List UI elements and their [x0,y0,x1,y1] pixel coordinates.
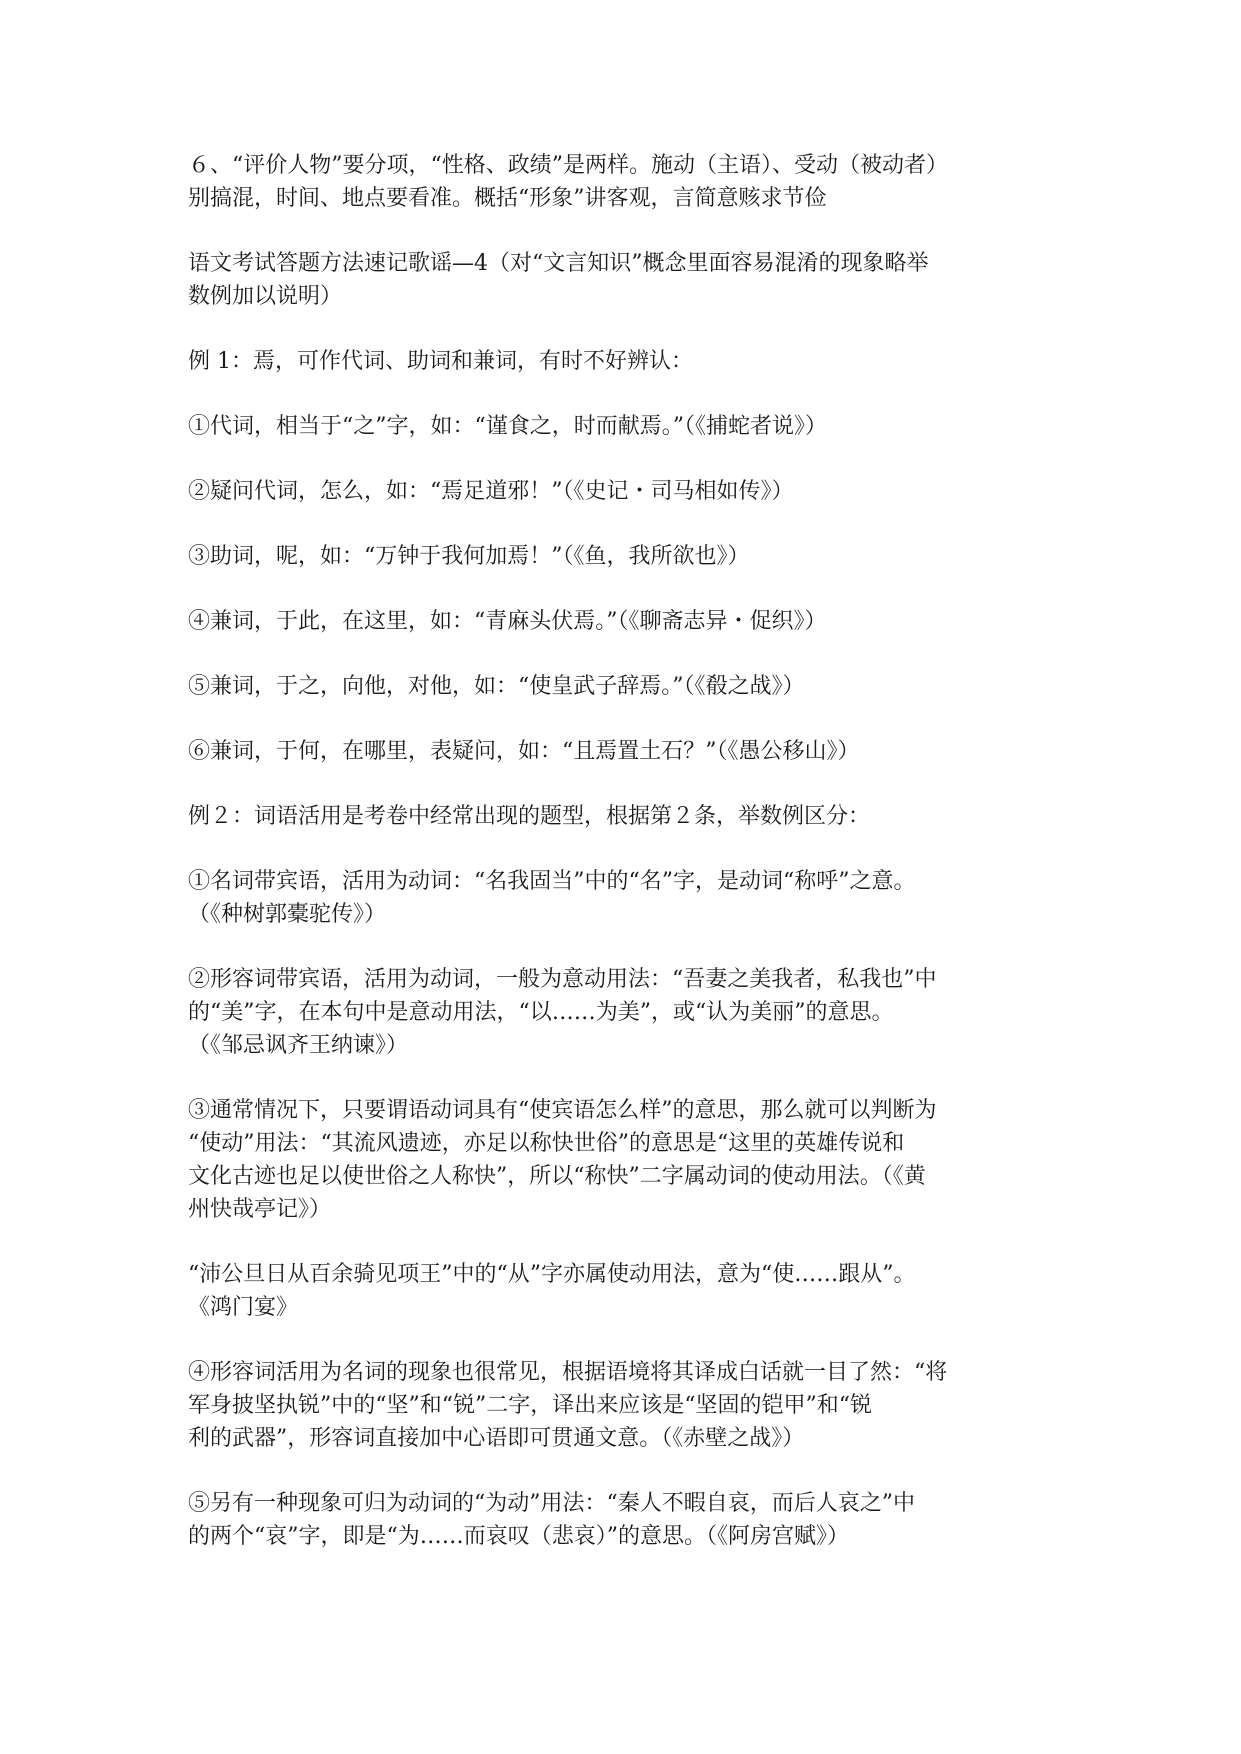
paragraph-13 [188,1094,1088,1226]
text-line: ①代词，相当于“之”字，如：“谨食之，时而献焉。”（《捕蛇者说》） [188,414,827,439]
text-line: ④兼词，于此，在这里，如：“青麻头伏焉。”（《聊斋志异・促织》） [188,609,827,634]
paragraph-14 [188,1258,1088,1324]
paragraph-4 [188,410,1088,443]
paragraph-10 [188,800,1088,833]
paragraph-12 [188,963,1088,1062]
text-line: 利的武器”，形容词直接加中心语即可贯通文意。（《赤壁之战》） [188,1426,805,1451]
text-line: ６、“评价人物”要分项，“性格、政绩”是两样。施动（主语）、受动（被动者） [188,153,948,178]
text-line: 语文考试答题方法速记歌谣—4（对“文言知识”概念里面容易混淆的现象略举 [188,251,929,276]
text-line: ③通常情况下，只要谓语动词具有“使宾语怎么样”的意思，那么就可以判断为 [188,1098,937,1123]
paragraph-8 [188,670,1088,703]
paragraph-5 [188,475,1088,508]
text-line: 的“美”字，在本句中是意动用法，“以……为美”，或“认为美丽”的意思。 [188,1000,894,1025]
text-line: 军身披坚执锐”中的“坚”和“锐”二字，译出来应该是“坚固的铠甲”和“锐 [188,1393,872,1418]
text-line: ②形容词带宾语，活用为动词，一般为意动用法：“吾妻之美我者，私我也”中 [188,967,937,992]
paragraph-6 [188,540,1088,573]
text-line: ②疑问代词，怎么，如：“焉足道邪！”（《史记・司马相如传》） [188,479,794,504]
paragraph-15 [188,1356,1088,1455]
text-line: ⑤兼词，于之，向他，对他，如：“使皇武子辞焉。”（《殽之战》） [188,674,805,699]
text-line: ⑥兼词，于何，在哪里，表疑问，如：“且焉置土石？”（《愚公移山》） [188,739,860,764]
document-body [188,149,1088,1585]
text-line: 州快哉亭记》） [188,1197,332,1222]
text-line: 《鸿门宴》 [188,1295,299,1320]
text-line: ⑤另有一种现象可归为动词的“为动”用法：“秦人不暇自哀，而后人哀之”中 [188,1491,915,1516]
text-line: “沛公旦日从百余骑见项王”中的“从”字亦属使动用法，意为“使……跟从”。 [188,1262,916,1287]
text-line: ①名词带宾语，活用为动词：“名我固当”中的“名”字，是动词“称呼”之意。 [188,869,916,894]
paragraph-2 [188,247,1088,313]
paragraph-7 [188,605,1088,638]
paragraph-11 [188,865,1088,931]
text-line: 的两个“哀”字，即是“为……而哀叹（悲哀）”的意思。（《阿房宫赋》） [188,1524,849,1549]
text-line: （《邹忌讽齐王纳谏》） [188,1033,409,1058]
paragraph-3 [188,345,1088,378]
paragraph-16 [188,1487,1088,1553]
text-line: 数例加以说明） [188,284,343,309]
text-line: 别搞混，时间、地点要看准。概括“形象”讲客观，言简意赅求节俭 [188,186,827,211]
paragraph-9 [188,735,1088,768]
text-line: ③助词，呢，如：“万钟于我何加焉！”（《鱼，我所欲也》） [188,544,750,569]
paragraph-1 [188,149,1088,215]
text-line: （《种树郭橐驼传》） [188,902,387,927]
text-line: 例２：词语活用是考卷中经常出现的题型，根据第２条，举数例区分： [188,804,871,829]
text-line: “使动”用法：“其流风遗迹，亦足以称快世俗”的意思是“这里的英雄传说和 [188,1131,905,1156]
text-line: ④形容词活用为名词的现象也很常见，根据语境将其译成白话就一目了然：“将 [188,1360,948,1385]
text-line: 例 1：焉，可作代词、助词和兼词，有时不好辨认： [188,349,693,374]
text-line: 文化古迹也足以使世俗之人称快”，所以“称快”二字属动词的使动用法。（《黄 [188,1164,926,1189]
